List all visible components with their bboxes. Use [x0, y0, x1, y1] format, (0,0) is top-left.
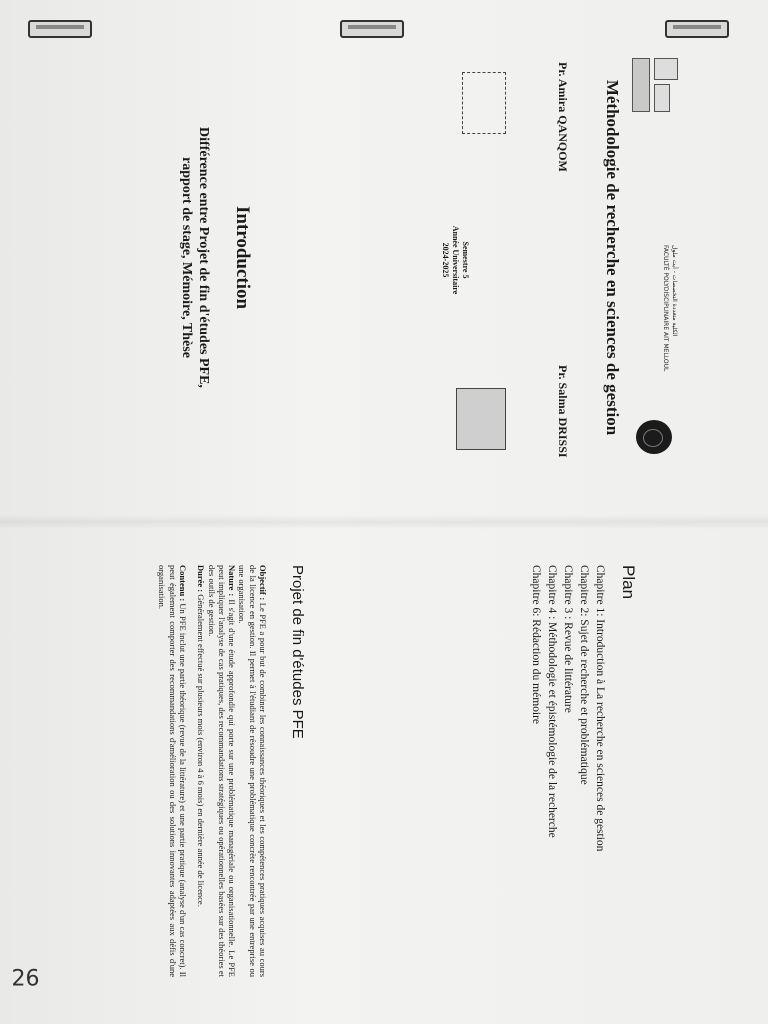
chapter-item: Chapitre 6: Rédaction du mémoire [530, 565, 542, 725]
faculty-logo-icon [632, 58, 650, 112]
books-illustration-icon [456, 388, 506, 450]
pfe-contenu: Contenu : Un PFE inclut une partie théorique (revue de la littérature) et une partie pratique (analyse d'un cas concret). Il peut également comporter des recommandations d'amélioration ou des solutions innovantes adaptées aux défis d'une organisation. [157, 565, 188, 977]
pfe-heading: Projet de fin d'études PFE [289, 565, 306, 739]
academic-year: 2024-2025 [441, 242, 450, 278]
section-subtitle: Différence entre Projet de fin d'études PFE, rapport de stage, Mémoire, Thèse [179, 127, 211, 388]
pfe-description [157, 565, 268, 977]
university-logo-icon [654, 84, 670, 112]
faculty-name-arabic: الكلية متعددة التخصصات - أيت ملول [671, 245, 678, 337]
research-illustration-icon [462, 72, 506, 134]
academic-year-label: Année Universitaire [451, 225, 460, 295]
chapter-list [528, 565, 608, 985]
page-number: 26 [11, 966, 40, 992]
author-left: Pr. Amira QANQOM [556, 62, 570, 172]
chapter-item: Chapitre 3 : Revue de littérature [562, 565, 574, 713]
pfe-objectif: Objectif : Le PFE a pour but de combiner les connaissances théoriques et les compétences pratiques acquises au cours de la licence en gestion. Il permet à l'étudiant de résoudre une problématique concrète rencontrée par une entreprise ou une organisation. [237, 565, 268, 977]
chapter-item: Chapitre 1: Introduction à La recherche en sciences de gestion [594, 565, 606, 852]
author-right: Pr. Salma DRISSI [556, 365, 570, 458]
section-heading: Introduction [232, 205, 253, 310]
chapter-item: Chapitre 4 : Méthodologie et épistémologie de la recherche [546, 565, 558, 838]
faculty-name-latin: FACULTÉ POLYDISCIPLINAIRE AIT MELLOUL [662, 245, 669, 372]
plan-heading: Plan [619, 565, 638, 600]
chapter-item: Chapitre 2: Sujet de recherche et problématique [578, 565, 590, 785]
university-logo-icon [654, 58, 678, 80]
slide-plan [0, 525, 768, 1024]
pfe-nature: Nature : Il s'agit d'une étude approfondie qui porte sur une problématique managériale ou organisationnelle. Le PFE peut impliquer l'analyse de cas pratiques, des recommandations stratégiques ou opérationnelles basées sur des théories et des outils de gestion. [206, 565, 238, 978]
semester-label: Semestre 5 [461, 241, 470, 279]
semester-info [440, 180, 470, 340]
course-title: Méthodologie de recherche en sciences de gestion [603, 79, 622, 436]
university-seal-icon [636, 420, 672, 454]
pfe-duree: Durée : Généralement effectué sur plusieurs mois (environ 4 à 6 mois) en dernière année de licence. [196, 565, 207, 907]
